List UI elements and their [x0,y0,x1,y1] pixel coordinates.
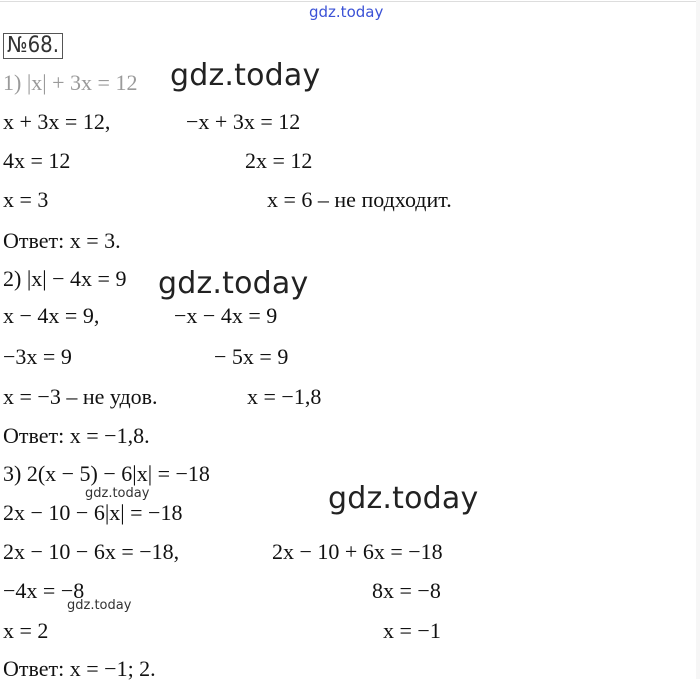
watermark-top: gdz.today [309,3,384,21]
watermark-2: gdz.today [158,266,309,301]
part1-line2-right: 2x = 12 [245,148,313,173]
watermark-small-2: gdz.today [67,598,132,613]
part3-line4-left: x = 2 [3,618,49,643]
top-border [0,1,700,2]
watermark-3: gdz.today [328,481,479,516]
part3-line2-left: 2x − 10 − 6x = −18, [3,539,180,564]
part3-line3-left: −4x = −8 [3,578,85,603]
part1-task: 1) |x| + 3x = 12 [3,70,138,95]
part2-line3-right: x = −1,8 [247,384,322,409]
part3-answer: Ответ: x = −1; 2. [3,656,156,681]
problem-number: №68. [3,33,63,59]
part1-line3-left: x = 3 [3,187,49,212]
part1-line1-right: −x + 3x = 12 [186,109,301,134]
part2-line2-left: −3x = 9 [3,344,72,369]
part2-answer: Ответ: x = −1,8. [3,423,150,448]
part2-line1-right: −x − 4x = 9 [174,303,278,328]
part3-line4-right: x = −1 [383,618,441,643]
part2-line3-left: x = −3 – не удов. [3,384,158,409]
part3-task: 3) 2(x − 5) − 6|x| = −18 [3,461,210,486]
part1-line3-right: x = 6 – не подходит. [267,187,452,212]
part2-line2-right: − 5x = 9 [214,344,289,369]
watermark-small-1: gdz.today [85,486,150,501]
part2-line1-left: x − 4x = 9, [3,303,100,328]
right-edge [696,0,700,679]
watermark-1: gdz.today [170,58,321,93]
part2-task: 2) |x| − 4x = 9 [3,266,127,291]
part3-line1: 2x − 10 − 6|x| = −18 [3,500,183,525]
part3-line3-right: 8x = −8 [372,578,441,603]
part3-line2-right: 2x − 10 + 6x = −18 [272,539,443,564]
part1-line2-left: 4x = 12 [3,148,71,173]
part1-line1-left: x + 3x = 12, [3,109,111,134]
part1-answer: Ответ: x = 3. [3,228,121,253]
